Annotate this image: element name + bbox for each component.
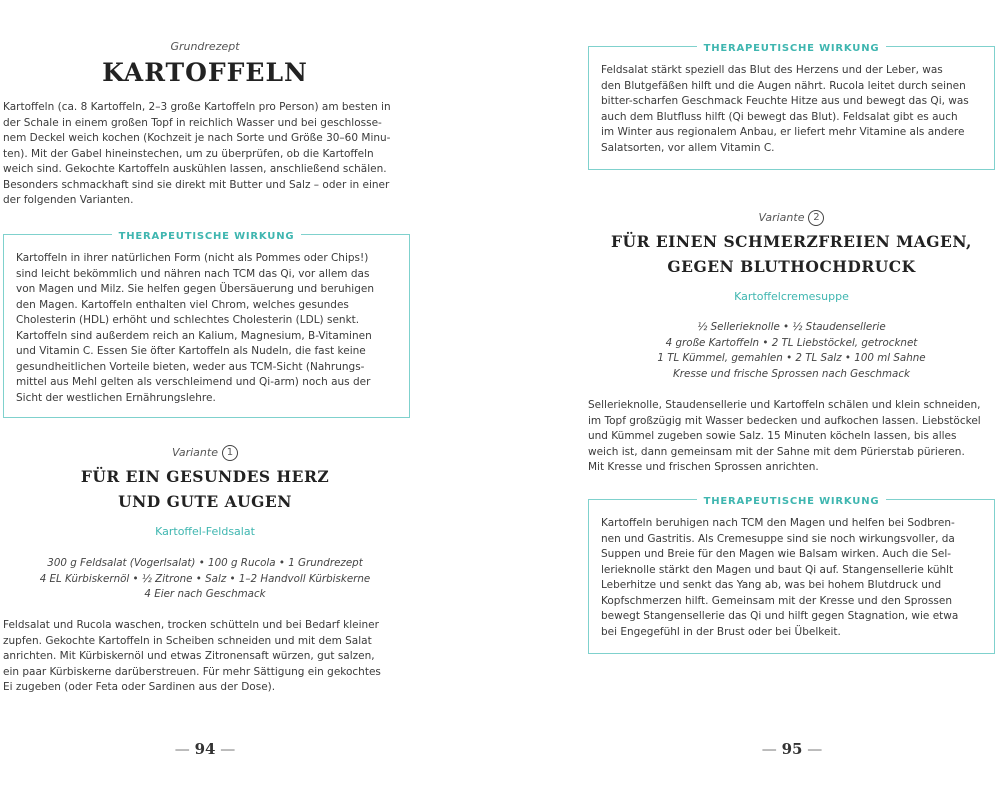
- ingredient-line: 1 TL Kümmel, gemahlen • 2 TL Salz • 100 ml Sahne: [657, 352, 926, 364]
- ingredient-line: 300 g Feldsalat (Vogerlsalat) • 100 g Rucola • 1 Grundrezept: [47, 557, 363, 569]
- variant-label: Variante 1: [0, 445, 410, 461]
- text-line: der Schale in einem großen Topf in reichlich Wasser und bei geschlosse-: [3, 116, 382, 129]
- variant-subtitle: Kartoffelcremesuppe: [734, 290, 849, 303]
- variant-label: Variante 2: [588, 210, 995, 226]
- ingredient-line: 4 Eier nach Geschmack: [144, 588, 266, 600]
- method-text: [588, 398, 995, 476]
- therapy-box-text: [16, 251, 399, 406]
- text-line: Ei zugeben (oder Feta oder Sardinen aus der Dose).: [3, 681, 276, 693]
- text-line: Salatsorten, vor allem Vitamin C.: [601, 141, 775, 154]
- text-line: Kartoffeln (ca. 8 Kartoffeln, 2–3 große Kartoffeln pro Person) am besten in: [3, 101, 391, 113]
- text-line: gesundheitlichen Vorteile bieten, weder aus TCM-Sicht (Nahrungs-: [16, 360, 365, 373]
- text-line: Leberhitze und senkt das Yang ab, was bei hohem Blutdruck und: [601, 579, 942, 591]
- text-line: auch dem Blutfluss hilft (Qi bewegt das Blut). Feldsalat gibt es auch: [601, 110, 958, 123]
- text-line: weich sind. Gekochte Kartoffeln auskühlen lassen, anschließend schälen.: [3, 163, 387, 175]
- left-page: [0, 0, 410, 800]
- text-line: Mit Kresse und frischen Sprossen anrichten.: [588, 461, 819, 473]
- therapy-box-label: THERAPEUTISCHE WIRKUNG: [697, 496, 887, 507]
- page-number: — 95 —: [761, 740, 823, 758]
- recipe-kicker: Grundrezept: [170, 40, 240, 53]
- text-line: sind leicht bekömmlich und nähren nach TCM das Qi, vor allem das: [16, 267, 370, 280]
- text-line: lerieknolle stärkt den Magen und baut Qi auf. Stangensellerie kühlt: [601, 563, 954, 576]
- text-line: ten). Mit der Gabel hineinstechen, um zu überprüfen, ob die Kartoffeln: [3, 147, 374, 160]
- ingredient-line: 4 große Kartoffeln • 2 TL Liebstöckel, getrocknet: [665, 336, 918, 349]
- text-line: Kartoffeln in ihrer natürlichen Form (nicht als Pommes oder Chips!): [16, 252, 369, 264]
- variant-subtitle: Kartoffel-Feldsalat: [155, 525, 255, 538]
- text-line: anrichten. Mit Kürbiskernöl und etwas Zitronensaft würzen, gut salzen,: [3, 650, 375, 662]
- text-line: bewegt Stangensellerie das Qi und hilft gegen Stagnation, wie etwa: [601, 610, 959, 622]
- text-line: nem Deckel weich kochen (Kochzeit je nach Sorte und Größe 30–60 Minu-: [3, 132, 391, 144]
- text-line: Feldsalat und Rucola waschen, trocken schütteln und bei Bedarf kleiner: [3, 619, 379, 631]
- page-number: — 94 —: [174, 740, 236, 758]
- therapy-box: [588, 43, 995, 170]
- text-line: ein paar Kürbiskerne darüberstreuen. Für mehr Sättigung ein gekochtes: [3, 665, 381, 678]
- ingredient-line: Kresse und frische Sprossen nach Geschmack: [673, 367, 910, 380]
- ingredients: [0, 556, 410, 603]
- method-text: [3, 618, 408, 696]
- text-line: nen und Gastritis. Als Cremesuppe sind sie noch wirkungsvoller, da: [601, 532, 955, 545]
- variant-number: 1: [222, 445, 238, 461]
- text-line: den Blutgefäßen hilft und die Augen nährt. Rucola leitet durch seinen: [601, 79, 966, 92]
- variant-number: 2: [808, 210, 824, 226]
- text-line: Kartoffeln beruhigen nach TCM den Magen und helfen bei Sodbren-: [601, 517, 955, 529]
- text-line: Sellerieknolle, Staudensellerie und Kartoffeln schälen und klein schneiden,: [588, 399, 981, 411]
- text-line: und Kümmel zugeben sowie Salz. 15 Minuten köcheln lassen, bis alles: [588, 430, 957, 442]
- therapy-box: [588, 496, 995, 654]
- text-line: weich ist, dann gemeinsam mit der Sahne mit dem Pürierstab pürieren.: [588, 445, 965, 458]
- text-line: und Vitamin C. Essen Sie öfter Kartoffeln als Nudeln, die fast keine: [16, 345, 366, 357]
- text-line: Kartoffeln sind außerdem reich an Kalium, Magnesium, B-Vitaminen: [16, 329, 372, 342]
- ingredient-line: 4 EL Kürbiskernöl • ½ Zitrone • Salz • 1–2 Handvoll Kürbiskerne: [39, 572, 371, 585]
- intro-text: [3, 100, 408, 209]
- ingredients: [588, 320, 995, 382]
- text-line: von Magen und Milz. Sie helfen gegen Übersäuerung und beruhigen: [16, 283, 374, 295]
- text-line: Feldsalat stärkt speziell das Blut des Herzens und der Leber, was: [601, 64, 943, 76]
- text-line: im Topf großzügig mit Wasser bedecken und aufkochen lassen. Liebstöckel: [588, 414, 981, 427]
- therapy-box-text: [601, 516, 984, 640]
- text-line: Suppen und Breie für den Magen wie Balsam wirken. Auch die Sel-: [601, 548, 952, 560]
- therapy-box-text: [601, 63, 984, 156]
- text-line: den Magen. Kartoffeln enthalten viel Chrom, welches gesundes: [16, 298, 349, 311]
- page-title: KARTOFFELN: [102, 58, 308, 87]
- therapy-box-label: THERAPEUTISCHE WIRKUNG: [112, 231, 302, 242]
- text-line: zupfen. Gekochte Kartoffeln in Scheiben schneiden und mit dem Salat: [3, 634, 372, 647]
- text-line: im Winter aus regionalem Anbau, er liefert mehr Vitamine als andere: [601, 126, 965, 138]
- text-line: bei Engegefühl in der Brust oder bei Übelkeit.: [601, 625, 841, 638]
- therapy-box: [3, 231, 410, 418]
- text-line: der folgenden Varianten.: [3, 194, 134, 206]
- variant-title: FÜR EINEN SCHMERZFREIEN MAGEN, GEGEN BLUTHOCHDRUCK: [611, 232, 972, 276]
- text-line: Cholesterin (HDL) erhöht und schlechtes Cholesterin (LDL) senkt.: [16, 314, 360, 326]
- variant-title: FÜR EIN GESUNDES HERZ UND GUTE AUGEN: [80, 467, 330, 511]
- text-line: Besonders schmackhaft sind sie direkt mit Butter und Salz – oder in einer: [3, 178, 390, 191]
- ingredient-line: ½ Sellerieknolle • ½ Staudensellerie: [697, 321, 886, 333]
- right-page: [588, 0, 995, 800]
- text-line: Kopfschmerzen hilft. Gemeinsam mit der Kresse und den Sprossen: [601, 594, 953, 607]
- text-line: Sicht der westlichen Ernährungslehre.: [16, 391, 216, 404]
- text-line: mittel aus Mehl gelten als verschleimend und Qi-arm) noch aus der: [16, 376, 371, 388]
- text-line: bitter-scharfen Geschmack Feuchte Hitze aus und bewegt das Qi, was: [601, 95, 969, 107]
- therapy-box-label: THERAPEUTISCHE WIRKUNG: [697, 43, 887, 54]
